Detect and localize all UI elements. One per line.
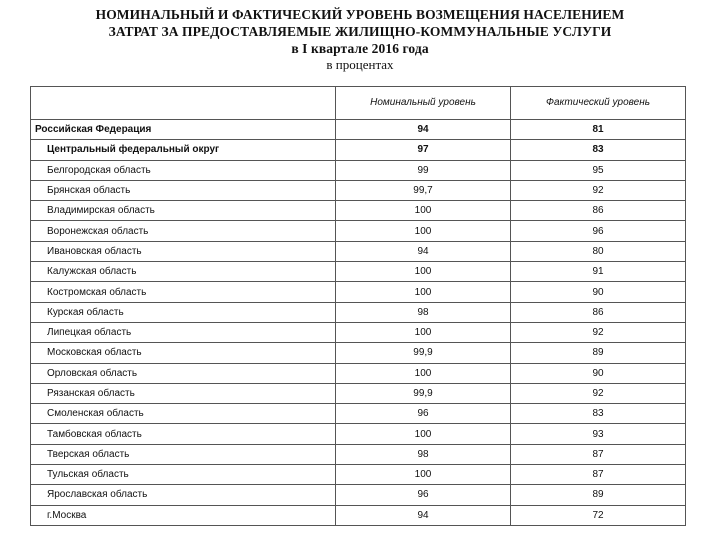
data-table <box>30 86 686 526</box>
row-nominal-value: 99,9 <box>336 383 511 403</box>
row-nominal-value: 94 <box>336 120 511 140</box>
table-body <box>31 120 686 526</box>
table-row <box>31 404 686 424</box>
row-name: Курская область <box>31 302 336 322</box>
table-row <box>31 465 686 485</box>
row-nominal-value: 100 <box>336 322 511 342</box>
row-actual-value: 96 <box>511 221 686 241</box>
row-name: Ярославская область <box>31 485 336 505</box>
row-nominal-value: 96 <box>336 485 511 505</box>
row-name: Владимирская область <box>31 201 336 221</box>
table-row <box>31 505 686 525</box>
row-actual-value: 83 <box>511 404 686 424</box>
title-line-1: НОМИНАЛЬНЫЙ И ФАКТИЧЕСКИЙ УРОВЕНЬ ВОЗМЕЩЕНИЯ НАСЕЛЕНИЕМ <box>95 7 625 22</box>
row-actual-value: 90 <box>511 282 686 302</box>
row-nominal-value: 100 <box>336 201 511 221</box>
row-name: Орловская область <box>31 363 336 383</box>
row-actual-value: 95 <box>511 160 686 180</box>
row-name: Смоленская область <box>31 404 336 424</box>
row-actual-value: 83 <box>511 140 686 160</box>
row-name: Калужская область <box>31 262 336 282</box>
row-actual-value: 90 <box>511 363 686 383</box>
row-nominal-value: 100 <box>336 221 511 241</box>
row-actual-value: 80 <box>511 241 686 261</box>
row-actual-value: 92 <box>511 322 686 342</box>
row-name: Брянская область <box>31 180 336 200</box>
units-label: в процентах <box>326 57 394 72</box>
row-name: Тульская область <box>31 465 336 485</box>
row-nominal-value: 100 <box>336 262 511 282</box>
table-row <box>31 322 686 342</box>
row-name: Тамбовская область <box>31 424 336 444</box>
row-actual-value: 92 <box>511 383 686 403</box>
header-actual: Фактический уровень <box>511 87 686 120</box>
row-actual-value: 89 <box>511 485 686 505</box>
row-name: Ивановская область <box>31 241 336 261</box>
row-name: Липецкая область <box>31 322 336 342</box>
table-row <box>31 343 686 363</box>
row-actual-value: 86 <box>511 201 686 221</box>
table-row <box>31 282 686 302</box>
row-nominal-value: 98 <box>336 302 511 322</box>
row-nominal-value: 100 <box>336 363 511 383</box>
row-actual-value: 87 <box>511 465 686 485</box>
row-name: г.Москва <box>31 505 336 525</box>
title-block <box>0 6 720 73</box>
table-row <box>31 180 686 200</box>
table-row <box>31 302 686 322</box>
row-name: Российская Федерация <box>31 120 336 140</box>
table-row <box>31 241 686 261</box>
row-nominal-value: 100 <box>336 282 511 302</box>
row-nominal-value: 94 <box>336 241 511 261</box>
row-actual-value: 93 <box>511 424 686 444</box>
row-name: Тверская область <box>31 444 336 464</box>
row-name: Белгородская область <box>31 160 336 180</box>
row-name: Костромская область <box>31 282 336 302</box>
table-header-row <box>31 87 686 120</box>
table-row <box>31 262 686 282</box>
header-nominal: Номинальный уровень <box>336 87 511 120</box>
title-line-2: ЗАТРАТ ЗА ПРЕДОСТАВЛЯЕМЫЕ ЖИЛИЩНО-КОММУНАЛЬНЫЕ УСЛУГИ <box>108 24 612 39</box>
row-actual-value: 89 <box>511 343 686 363</box>
row-name: Рязанская область <box>31 383 336 403</box>
header-empty-cell <box>31 87 336 120</box>
row-actual-value: 87 <box>511 444 686 464</box>
row-nominal-value: 99 <box>336 160 511 180</box>
row-actual-value: 91 <box>511 262 686 282</box>
row-name: Московская область <box>31 343 336 363</box>
row-name: Воронежская область <box>31 221 336 241</box>
row-nominal-value: 99,9 <box>336 343 511 363</box>
row-nominal-value: 94 <box>336 505 511 525</box>
table-row <box>31 485 686 505</box>
row-nominal-value: 100 <box>336 465 511 485</box>
title-line-3: в I квартале 2016 года <box>291 41 429 56</box>
row-nominal-value: 96 <box>336 404 511 424</box>
row-name: Центральный федеральный округ <box>31 140 336 160</box>
table-row <box>31 160 686 180</box>
table-row <box>31 201 686 221</box>
row-nominal-value: 97 <box>336 140 511 160</box>
row-actual-value: 92 <box>511 180 686 200</box>
table-row <box>31 120 686 140</box>
table-row <box>31 383 686 403</box>
row-actual-value: 72 <box>511 505 686 525</box>
table-row <box>31 363 686 383</box>
row-actual-value: 81 <box>511 120 686 140</box>
table-row <box>31 424 686 444</box>
row-nominal-value: 98 <box>336 444 511 464</box>
table-row <box>31 444 686 464</box>
table-row <box>31 140 686 160</box>
row-nominal-value: 100 <box>336 424 511 444</box>
row-actual-value: 86 <box>511 302 686 322</box>
table-row <box>31 221 686 241</box>
row-nominal-value: 99,7 <box>336 180 511 200</box>
